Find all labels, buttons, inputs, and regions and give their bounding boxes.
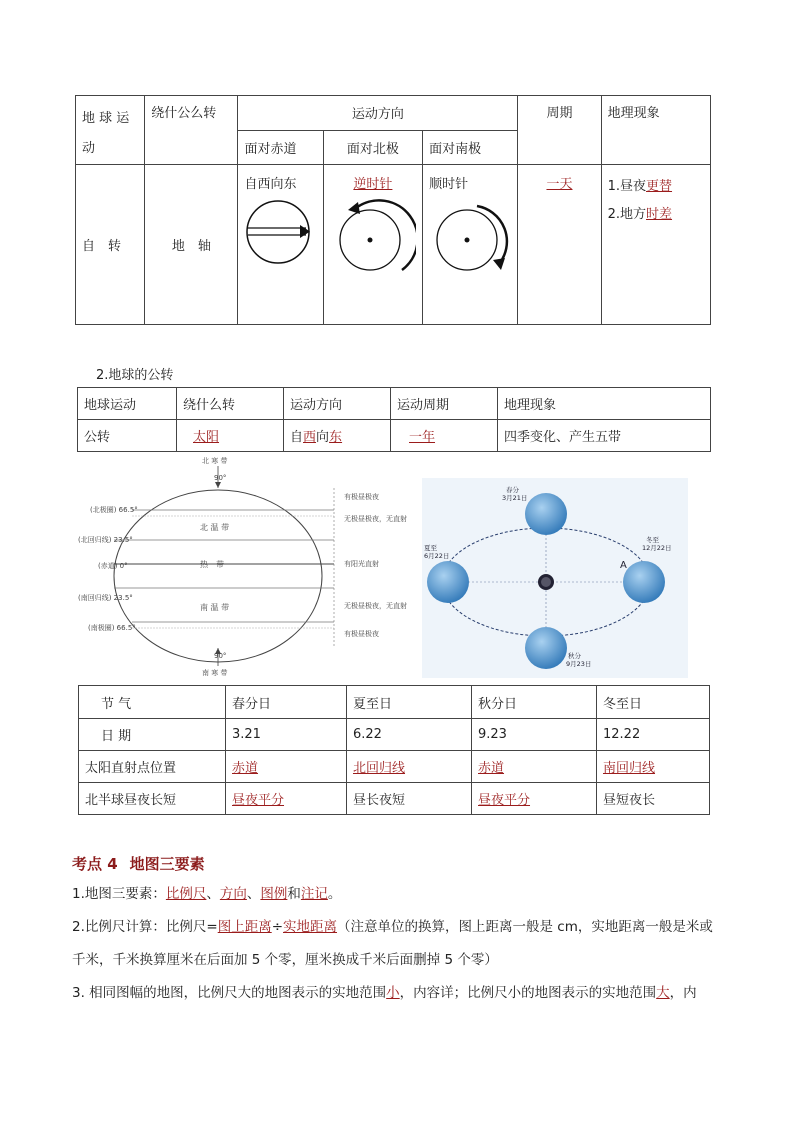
- terms-header-3: 秋分日: [472, 686, 597, 719]
- rev-motion: 公转: [78, 420, 177, 452]
- bottom-lat-label: 90°: [214, 652, 227, 660]
- header-axis: 绕什公么转: [145, 96, 238, 165]
- earth-winter-icon: [623, 561, 665, 603]
- rev-center: 太阳: [193, 430, 220, 445]
- region-note-1: 有极昼极夜: [344, 493, 379, 501]
- revolution-title: 2.地球的公转: [96, 368, 174, 383]
- north-frigid-label: 北 寒 带: [202, 457, 228, 465]
- earth-summer-icon: [427, 561, 469, 603]
- south-frigid-label: 南 寒 带: [202, 669, 228, 677]
- header-phenomenon: 地理现象: [601, 96, 710, 165]
- scale-range-line: 3. 相同图幅的地图，比例尺大的地图表示的实地范围小，内容详；比例尺小的地图表示的实地范围大，内: [72, 985, 697, 1001]
- south-temperate-label: 南 温 带: [200, 603, 230, 612]
- daylength-winter: 昼短夜长: [597, 783, 710, 815]
- revolution-table: [77, 387, 711, 452]
- date-spring: 3.21: [226, 719, 347, 751]
- summer-label: 夏至: [424, 544, 437, 552]
- sub-equator: 面对赤道: [238, 130, 323, 165]
- header-direction: 运动方向: [238, 96, 518, 131]
- scale-formula-line: 2.比例尺计算：比例尺=图上距离÷实地距离（注意单位的换算，图上距离一般是 cm，实地距离一般是米或: [72, 919, 713, 935]
- header-period: 周期: [518, 96, 601, 165]
- solar-terms-table: [78, 685, 710, 815]
- rev-header-direction: 运动方向: [284, 388, 391, 420]
- rev-phenomenon: 四季变化、产生五带: [498, 420, 711, 452]
- rev-header-phenomenon: 地理现象: [498, 388, 711, 420]
- region-note-4: 无极昼极夜，无直射: [344, 602, 407, 610]
- rev-header-period: 运动周期: [391, 388, 498, 420]
- position-winter: 南回归线: [603, 761, 656, 776]
- terms-header-2: 夏至日: [347, 686, 472, 719]
- unit-conversion-line: 千米，千米换算厘米在后面加 5 个零，厘米换成千米后面删掉 5 个零）: [72, 952, 498, 968]
- position-autumn: 赤道: [478, 761, 505, 776]
- period-value: 一天: [546, 177, 573, 192]
- position-summer: 北回归线: [353, 761, 406, 776]
- header-motion: 地 球 运 动: [76, 96, 145, 165]
- rev-header-motion: 地球运动: [78, 388, 177, 420]
- map-elements-line: 1.地图三要素：比例尺、方向、图例和注记。: [72, 886, 342, 902]
- dir-equator-cell: [238, 165, 323, 325]
- arctic-label: (北极圈) 66.5°: [90, 506, 138, 514]
- region-note-5: 有极昼极夜: [344, 630, 379, 638]
- spring-label: 春分: [506, 486, 519, 494]
- dir-equator-text: 自西向东: [244, 177, 297, 192]
- date-summer: 6.22: [347, 719, 472, 751]
- north-temperate-label: 北 温 带: [200, 523, 230, 532]
- dir-south-cell: [423, 165, 518, 325]
- equator-rotation-diagram: [244, 198, 314, 268]
- top-lat-label: 90°: [214, 474, 227, 482]
- sub-south: 面对南极: [423, 130, 518, 165]
- rev-direction: 自西向东: [284, 420, 391, 452]
- axis-value: 地 轴: [145, 165, 238, 325]
- date-winter: 12.22: [597, 719, 710, 751]
- dir-north-cell: [323, 165, 422, 325]
- rev-header-center: 绕什么转: [177, 388, 284, 420]
- section-heading: [72, 853, 217, 874]
- section-title: 地图三要素: [129, 855, 205, 873]
- phenomenon-cell: [601, 165, 710, 325]
- antarctic-label: (南极圈) 66.5°: [88, 624, 136, 632]
- tropical-label: 热 带: [200, 560, 224, 569]
- summer-date: 6月22日: [424, 552, 450, 560]
- terms-header-1: 春分日: [226, 686, 347, 719]
- terms-header-4: 冬至日: [597, 686, 710, 719]
- south-rotation-diagram: [429, 194, 511, 274]
- dir-north-text: 逆时针: [353, 177, 393, 192]
- motion-rotation: 自 转: [76, 165, 145, 325]
- winter-label: 冬至: [646, 536, 659, 544]
- earth-autumn-icon: [525, 627, 567, 669]
- rotation-table: [75, 95, 711, 325]
- dir-south-text: 顺时针: [429, 177, 469, 192]
- autumn-label: 秋分: [568, 652, 581, 660]
- terms-header-0: 节 气: [79, 686, 226, 719]
- rev-period: 一年: [409, 430, 436, 445]
- tropic-s-label: (南回归线) 23.5°: [78, 594, 133, 602]
- phenomenon-1: 1.昼夜更替: [607, 179, 673, 194]
- daylength-label: 北半球昼夜长短: [79, 783, 226, 815]
- earth-orbit-diagram: [422, 478, 688, 678]
- winter-date: 12月22日: [642, 544, 672, 552]
- date-label: 日 期: [79, 719, 226, 751]
- section-number: 考点 4: [72, 855, 118, 873]
- position-label: 太阳直射点位置: [79, 751, 226, 783]
- sub-north: 面对北极: [323, 130, 422, 165]
- north-rotation-diagram: [330, 194, 416, 274]
- tropic-n-label: (北回归线) 23.5°: [78, 536, 133, 544]
- spring-date: 3月21日: [502, 494, 528, 502]
- daylength-summer: 昼长夜短: [347, 783, 472, 815]
- period-cell: [518, 165, 601, 325]
- equator-label: (赤道) 0°: [98, 562, 128, 570]
- phenomenon-2: 2.地方时差: [607, 207, 673, 222]
- daylength-autumn: 昼夜平分: [478, 793, 531, 808]
- region-note-2: 无极昼极夜，无直射: [344, 515, 407, 523]
- region-note-3: 有阳光直射: [344, 560, 379, 568]
- climate-zones-diagram: [72, 452, 412, 680]
- date-autumn: 9.23: [472, 719, 597, 751]
- daylength-spring: 昼夜平分: [232, 793, 285, 808]
- autumn-date: 9月23日: [566, 660, 592, 668]
- position-spring: 赤道: [232, 761, 259, 776]
- earth-spring-icon: [525, 493, 567, 535]
- label-a: A: [620, 560, 627, 571]
